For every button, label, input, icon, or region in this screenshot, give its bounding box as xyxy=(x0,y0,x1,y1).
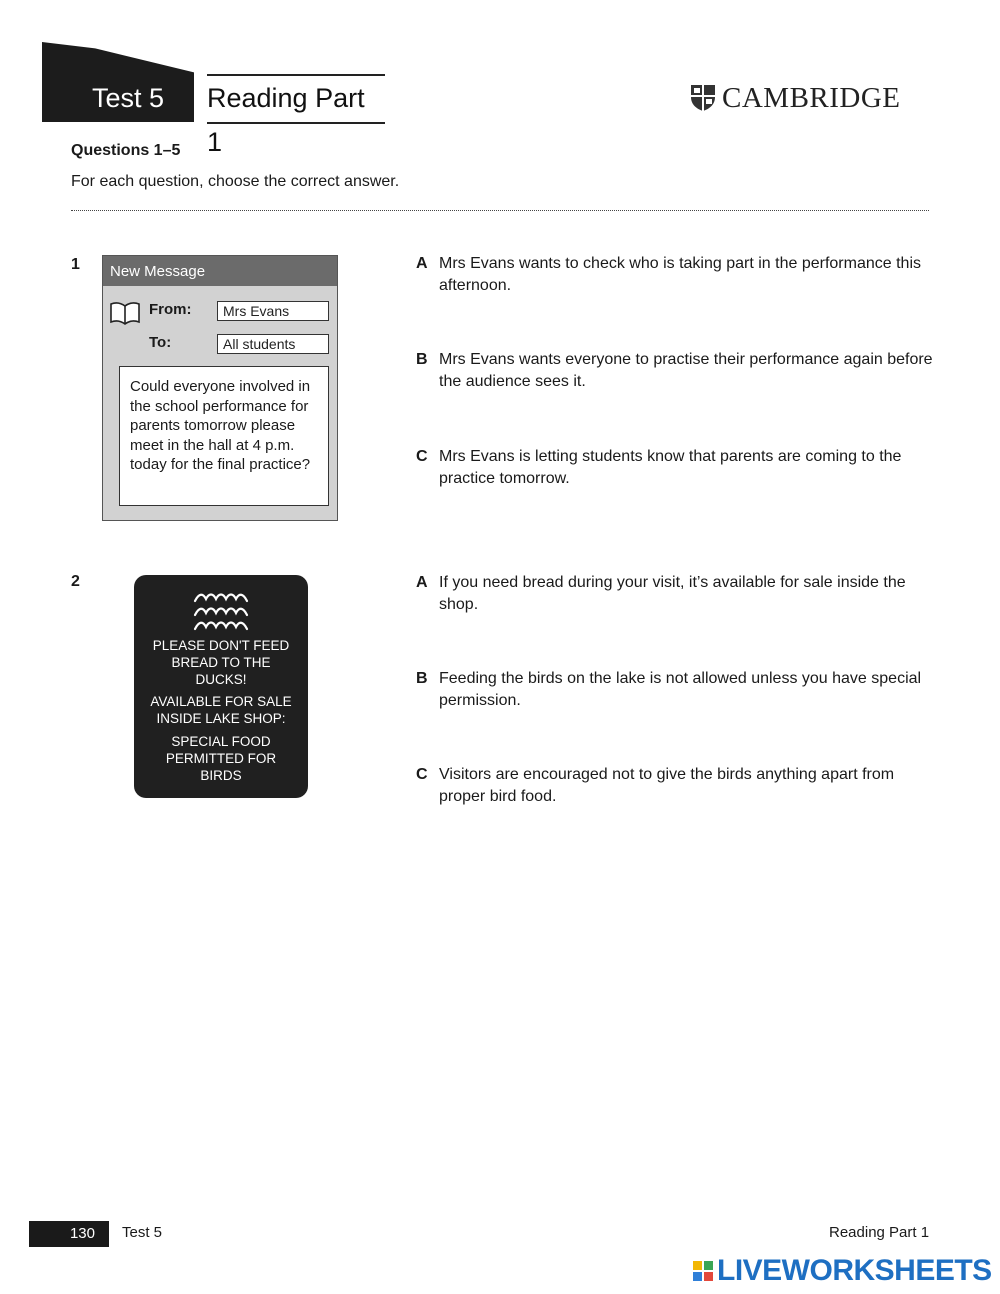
option-letter: C xyxy=(416,448,428,465)
sign-line: INSIDE LAKE SHOP: xyxy=(156,711,286,726)
brand-text: CAMBRIDGE xyxy=(722,81,901,114)
page-number: 130 xyxy=(29,1221,109,1247)
footer-part-label: Reading Part 1 xyxy=(829,1224,930,1241)
sign-line: PERMITTED FOR xyxy=(165,751,277,766)
water-waves-icon xyxy=(192,589,250,633)
dotted-divider xyxy=(71,210,929,211)
message-body: Could everyone involved in the school performance for parents tomorrow please meet in the hall at 4 p.m. today for the final practice? xyxy=(119,366,329,506)
message-title: New Message xyxy=(103,256,337,286)
from-label: From: xyxy=(149,301,192,318)
option-1a[interactable] xyxy=(416,253,936,297)
part-title: Reading Part 1 xyxy=(207,74,385,124)
option-text: If you need bread during your visit, it’s available for sale inside the shop. xyxy=(439,574,906,613)
option-text: Mrs Evans wants everyone to practise their performance again before the audience sees it. xyxy=(439,351,933,390)
option-letter: B xyxy=(416,670,428,687)
option-letter: C xyxy=(416,766,428,783)
liveworksheets-logo-icon xyxy=(692,1260,714,1282)
option-text: Feeding the birds on the lake is not allowed unless you have special permission. xyxy=(439,670,922,709)
option-text: Mrs Evans is letting students know that parents are coming to the practice tomorrow. xyxy=(439,448,902,487)
lake-sign xyxy=(134,575,308,798)
sign-line: BREAD TO THE xyxy=(171,655,271,670)
to-label: To: xyxy=(149,334,172,351)
option-2c[interactable] xyxy=(416,764,936,808)
question-2-number: 2 xyxy=(71,573,80,590)
option-1b[interactable] xyxy=(416,349,936,393)
option-letter: A xyxy=(416,255,428,272)
shield-icon xyxy=(690,84,716,112)
to-field: All students xyxy=(217,334,329,354)
option-2b[interactable] xyxy=(416,668,936,712)
book-icon xyxy=(109,301,141,325)
sign-line: SPECIAL FOOD xyxy=(171,734,271,749)
message-window xyxy=(102,255,338,521)
option-text: Visitors are encouraged not to give the birds anything apart from proper bird food. xyxy=(439,766,895,805)
footer-test-label: Test 5 xyxy=(122,1224,163,1241)
question-1-number: 1 xyxy=(71,256,80,273)
from-field: Mrs Evans xyxy=(217,301,329,321)
cambridge-logo xyxy=(690,82,901,114)
option-text: Mrs Evans wants to check who is taking part in the performance this afternoon. xyxy=(439,255,921,294)
liveworksheets-watermark[interactable] xyxy=(692,1254,992,1288)
watermark-text: LIVEWORKSHEETS xyxy=(717,1254,992,1287)
option-letter: B xyxy=(416,351,428,368)
sign-line: DUCKS! xyxy=(195,672,247,687)
sign-line: BIRDS xyxy=(200,768,242,783)
sign-line: AVAILABLE FOR SALE xyxy=(150,694,292,709)
sign-line: PLEASE DON'T FEED xyxy=(152,638,290,653)
questions-heading: Questions 1–5 xyxy=(71,142,181,159)
option-letter: A xyxy=(416,574,428,591)
instruction-text: For each question, choose the correct answer. xyxy=(71,173,400,190)
test-label: Test 5 xyxy=(92,83,165,113)
option-1c[interactable] xyxy=(416,446,936,490)
option-2a[interactable] xyxy=(416,572,936,616)
